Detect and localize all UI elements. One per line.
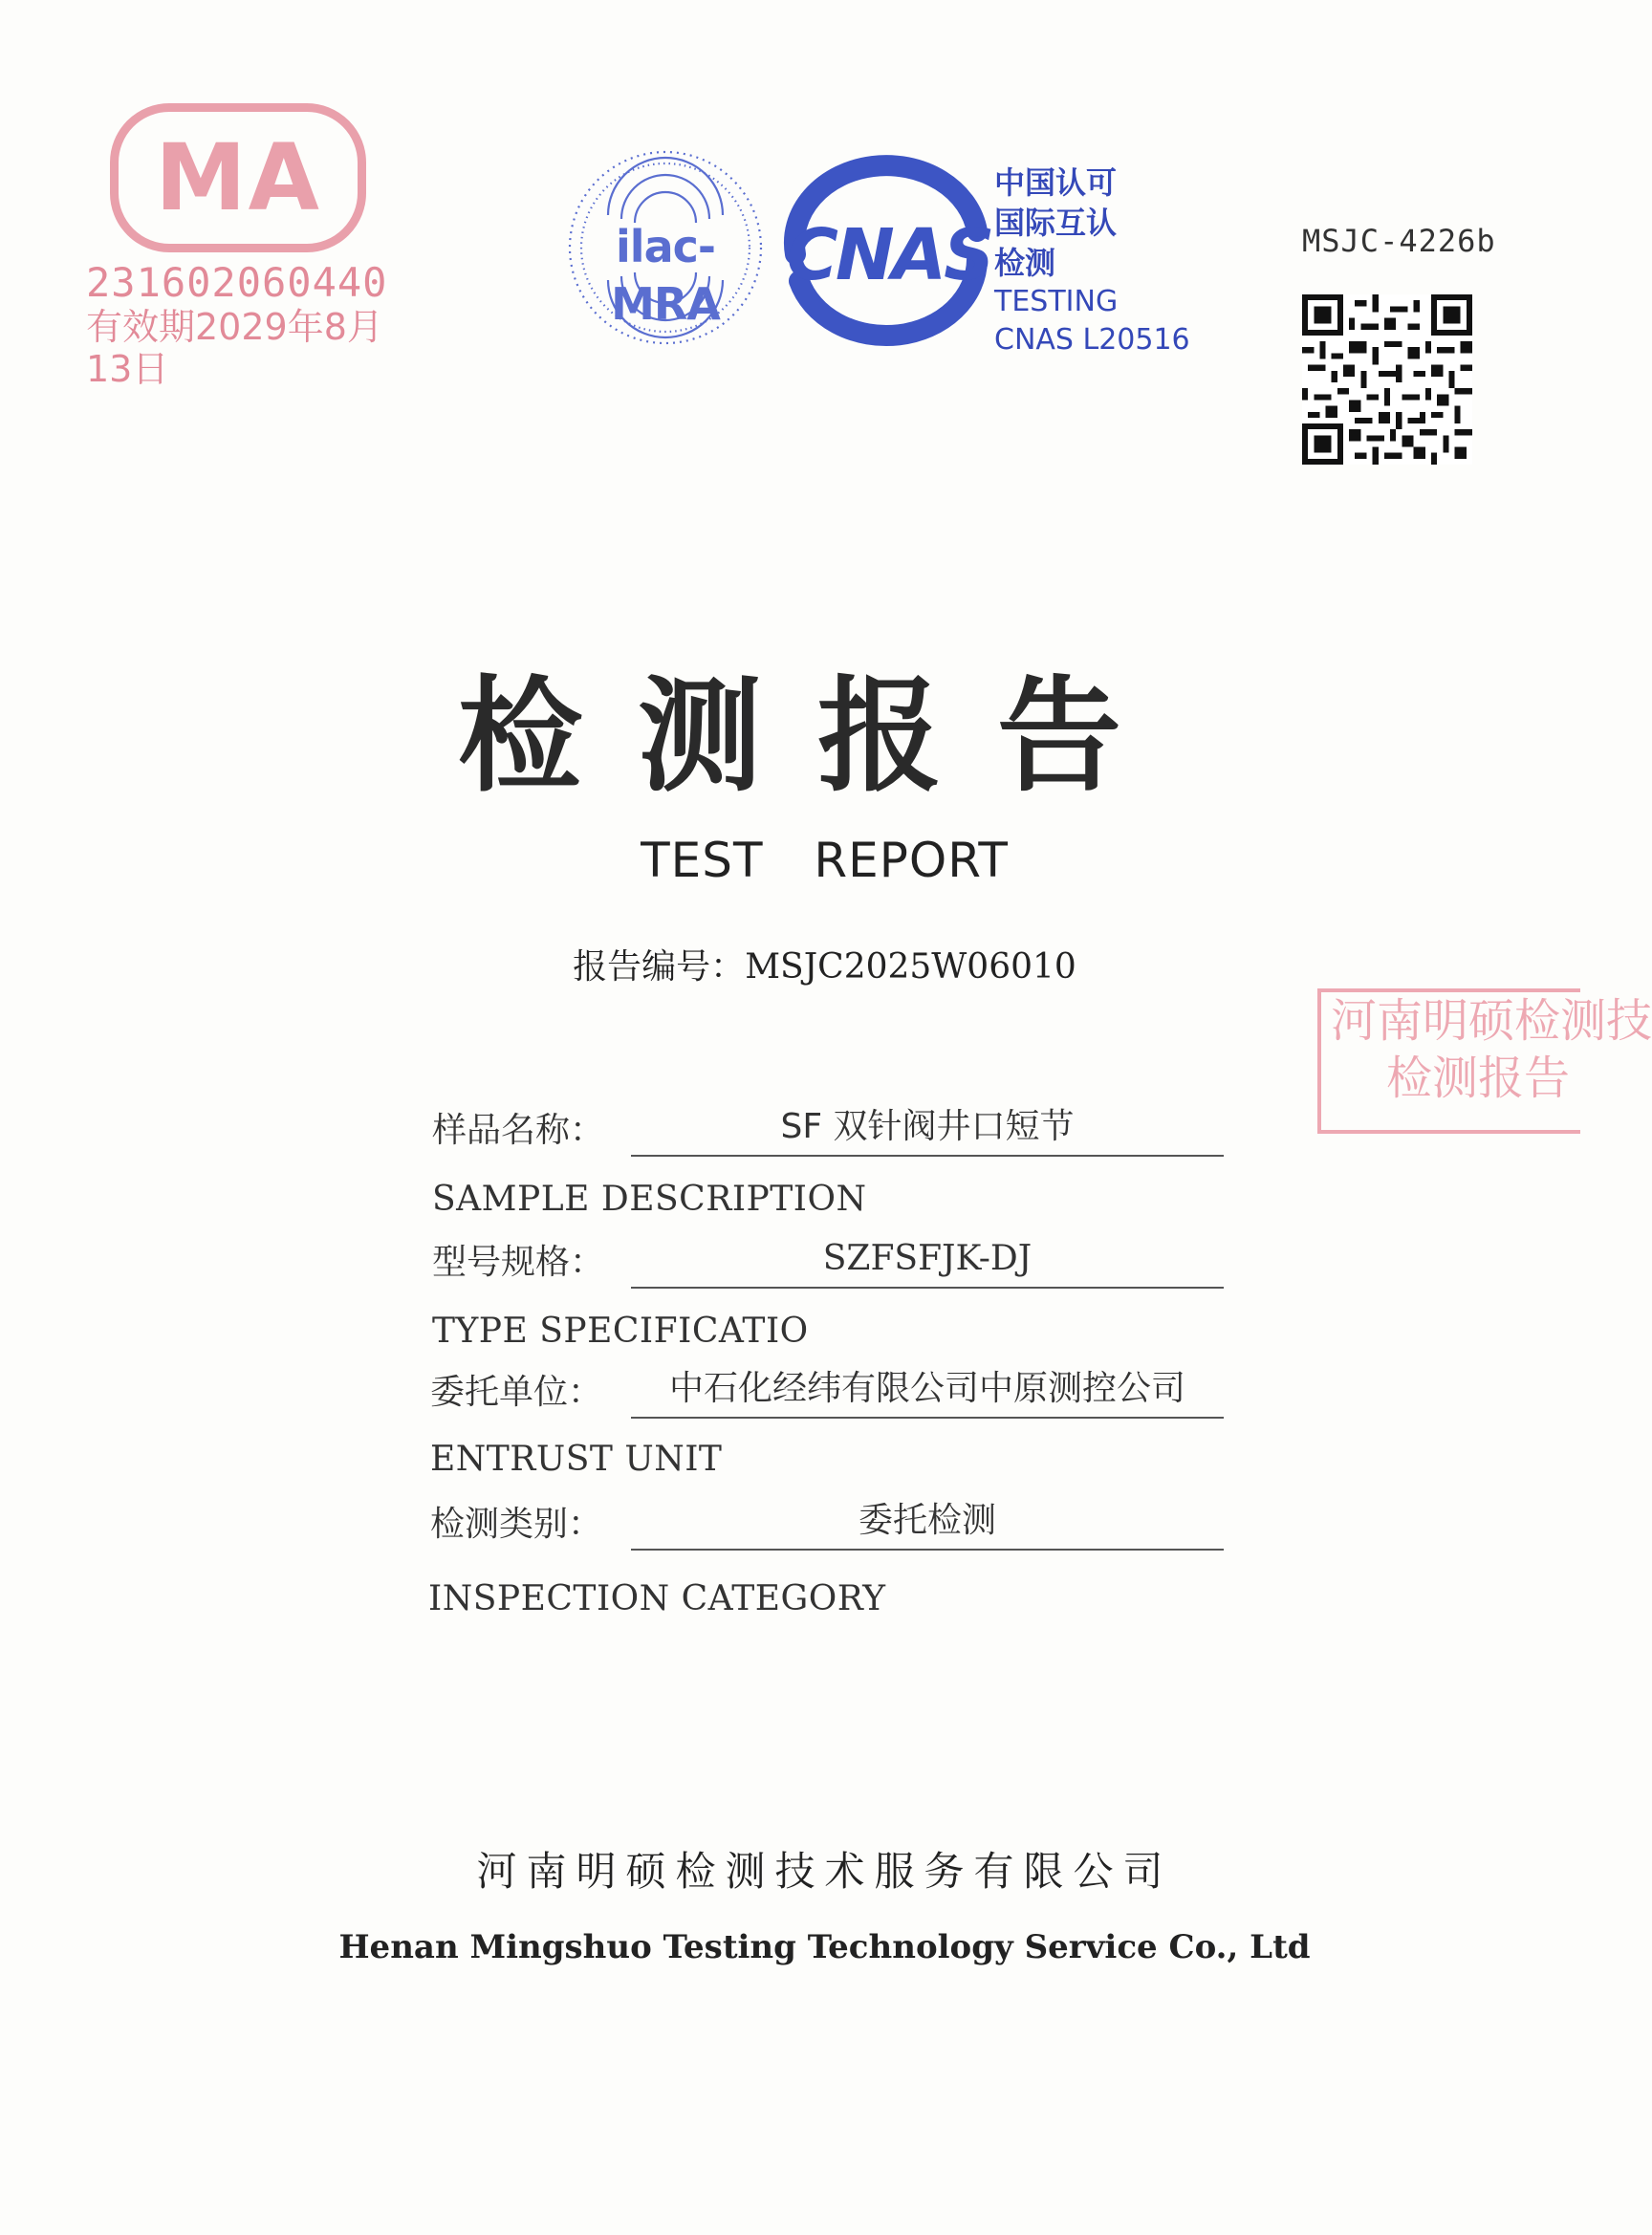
sample-name-label: 样品名称：: [432, 1111, 605, 1150]
inspection-category-label: 检测类别：: [430, 1505, 603, 1544]
company-seal-stamp: [1317, 988, 1652, 1134]
inspection-category-label-en: INSPECTION CATEGORY: [428, 1579, 886, 1618]
ilac-mra-text: ilac-MRA: [611, 221, 720, 330]
stamp-line-1: 河南明硕检测技: [1331, 994, 1652, 1048]
cma-seal: [86, 103, 402, 390]
cnas-line-4: TESTING: [994, 285, 1119, 318]
entrust-unit-value: 中石化经纬有限公司中原测控公司: [631, 1367, 1224, 1419]
cnas-line-3: 检测: [994, 245, 1056, 281]
company-name-en: Henan Mingshuo Testing Technology Service Co., Ltd: [338, 1928, 1311, 1966]
type-spec-label: 型号规格：: [432, 1243, 605, 1282]
document-code: MSJC-4226b: [1302, 223, 1496, 259]
stamp-line-2: 检测报告: [1386, 1052, 1571, 1105]
report-number-label: 报告编号：: [573, 947, 746, 987]
cma-number: 231602060440: [86, 259, 388, 306]
type-spec-label-en: TYPE SPECIFICATIO: [432, 1312, 809, 1351]
type-spec-value: SZFSFJK-DJ: [631, 1237, 1224, 1289]
sample-name-label-en: SAMPLE DESCRIPTION: [432, 1180, 867, 1219]
report-title-en: TEST REPORT: [641, 833, 1009, 888]
cma-validity: 有效期2029年8月13日: [86, 306, 383, 390]
cnas-labels: [994, 163, 1190, 359]
report-number: [0, 944, 1649, 990]
report-number-value: MSJC2025W06010: [745, 947, 1076, 987]
entrust-unit-label-en: ENTRUST UNIT: [430, 1440, 723, 1479]
qr-code-icon: [1302, 294, 1472, 465]
cma-mark: MA: [110, 103, 366, 252]
entrust-unit-label: 委托单位：: [430, 1373, 603, 1412]
inspection-category-value: 委托检测: [631, 1499, 1224, 1551]
cnas-line-2: 国际互认: [994, 205, 1118, 241]
cnas-logo-text: CNAS: [786, 214, 992, 296]
company-name-zh: 河南明硕检测技术服务有限公司: [476, 1848, 1173, 1895]
cnas-line-1: 中国认可: [994, 164, 1118, 201]
sample-name-value: SF 双针阀井口短节: [631, 1105, 1224, 1157]
report-title-zh: 检测报告: [457, 663, 1177, 809]
cnas-line-5: CNAS L20516: [994, 323, 1190, 357]
